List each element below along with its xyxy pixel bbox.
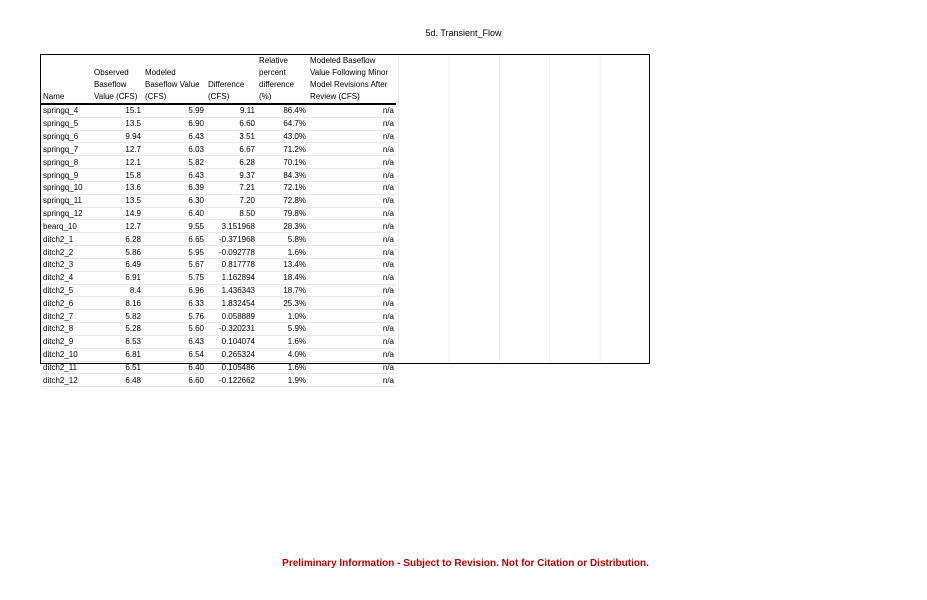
cell-observed: 6.49: [92, 258, 143, 271]
table-row: [41, 246, 396, 259]
table-row: [41, 374, 396, 387]
cell-difference: -0.371968: [206, 233, 257, 246]
cell-revised: n/a: [308, 117, 396, 130]
cell-difference: 0.104074: [206, 335, 257, 348]
cell-relative-percent: 1.9%: [257, 374, 308, 387]
cell-revised: n/a: [308, 374, 396, 387]
cell-difference: 3.51: [206, 130, 257, 143]
cell-observed: 12.7: [92, 220, 143, 233]
cell-difference: 0.265324: [206, 348, 257, 361]
cell-revised: n/a: [308, 181, 396, 194]
cell-modeled: 6.43: [143, 169, 206, 182]
cell-name: springq_10: [41, 181, 92, 194]
cell-relative-percent: 72.8%: [257, 194, 308, 207]
cell-observed: 6.91: [92, 271, 143, 284]
cell-modeled: 6.54: [143, 348, 206, 361]
cell-revised: n/a: [308, 297, 396, 310]
cell-modeled: 5.95: [143, 246, 206, 259]
column-header-revised-modeled: Modeled Baseflow Value Following Minor Model Revisions After Review (CFS): [310, 56, 389, 101]
cell-observed: 5.28: [92, 323, 143, 336]
cell-relative-percent: 72.1%: [257, 181, 308, 194]
cell-modeled: 6.40: [143, 207, 206, 220]
cell-difference: 9.37: [206, 169, 257, 182]
cell-relative-percent: 13.4%: [257, 258, 308, 271]
cell-difference: -0.092778: [206, 246, 257, 259]
column-header-name: Name: [43, 92, 65, 101]
cell-difference: -0.320231: [206, 323, 257, 336]
cell-name: springq_9: [41, 169, 92, 182]
cell-relative-percent: 5.9%: [257, 323, 308, 336]
table-row: [41, 310, 396, 323]
column-header-difference: Difference (CFS): [208, 80, 245, 101]
cell-difference: 0.058889: [206, 310, 257, 323]
cell-modeled: 6.96: [143, 284, 206, 297]
cell-revised: n/a: [308, 246, 396, 259]
column-header-observed: Observed Baseflow Value (CFS): [94, 68, 138, 101]
cell-name: ditch2_8: [41, 323, 92, 336]
cell-name: springq_7: [41, 143, 92, 156]
table-row: [41, 361, 396, 374]
cell-relative-percent: 79.8%: [257, 207, 308, 220]
cell-modeled: 5.82: [143, 156, 206, 169]
cell-name: ditch2_4: [41, 271, 92, 284]
spreadsheet-area: [40, 54, 650, 385]
cell-relative-percent: 1.6%: [257, 361, 308, 374]
cell-observed: 6.53: [92, 335, 143, 348]
cell-relative-percent: 28.3%: [257, 220, 308, 233]
cell-relative-percent: 84.3%: [257, 169, 308, 182]
cell-observed: 13.5: [92, 194, 143, 207]
cell-observed: 15.8: [92, 169, 143, 182]
cell-modeled: 9.55: [143, 220, 206, 233]
empty-grid-columns: [398, 55, 650, 363]
cell-modeled: 5.99: [143, 104, 206, 117]
column-header-relative-percent: Relative percent difference (%): [259, 56, 294, 101]
cell-difference: 1.436343: [206, 284, 257, 297]
cell-relative-percent: 25.3%: [257, 297, 308, 310]
cell-revised: n/a: [308, 271, 396, 284]
cell-name: ditch2_7: [41, 310, 92, 323]
cell-revised: n/a: [308, 169, 396, 182]
cell-relative-percent: 1.0%: [257, 310, 308, 323]
cell-relative-percent: 71.2%: [257, 143, 308, 156]
cell-modeled: 6.43: [143, 335, 206, 348]
table-row: [41, 130, 396, 143]
cell-difference: 3.151968: [206, 220, 257, 233]
cell-modeled: 6.60: [143, 374, 206, 387]
cell-revised: n/a: [308, 194, 396, 207]
cell-name: bearq_10: [41, 220, 92, 233]
cell-name: springq_4: [41, 104, 92, 117]
page-title-text: 5d. Transient_Flow: [425, 28, 502, 38]
column-header-modeled: Modeled Baseflow Value (CFS): [145, 68, 200, 101]
cell-observed: 6.81: [92, 348, 143, 361]
cell-observed: 9.94: [92, 130, 143, 143]
cell-observed: 6.48: [92, 374, 143, 387]
cell-name: springq_5: [41, 117, 92, 130]
cell-modeled: 5.60: [143, 323, 206, 336]
page-title: [0, 28, 927, 38]
cell-modeled: 6.03: [143, 143, 206, 156]
cell-revised: n/a: [308, 258, 396, 271]
cell-name: ditch2_11: [41, 361, 92, 374]
cell-difference: 1.162894: [206, 271, 257, 284]
cell-modeled: 6.39: [143, 181, 206, 194]
cell-revised: n/a: [308, 233, 396, 246]
cell-relative-percent: 18.7%: [257, 284, 308, 297]
cell-difference: 7.20: [206, 194, 257, 207]
cell-modeled: 5.76: [143, 310, 206, 323]
cell-difference: 6.28: [206, 156, 257, 169]
cell-difference: 8.50: [206, 207, 257, 220]
cell-revised: n/a: [308, 335, 396, 348]
cell-observed: 14.9: [92, 207, 143, 220]
cell-name: springq_12: [41, 207, 92, 220]
cell-relative-percent: 86.4%: [257, 104, 308, 117]
table-row: [41, 194, 396, 207]
cell-name: ditch2_3: [41, 258, 92, 271]
cell-observed: 15.1: [92, 104, 143, 117]
disclaimer-text: Preliminary Information - Subject to Revision. Not for Citation or Distribution.: [282, 558, 649, 569]
cell-difference: -0.122662: [206, 374, 257, 387]
cell-modeled: 6.33: [143, 297, 206, 310]
cell-observed: 13.5: [92, 117, 143, 130]
cell-observed: 5.86: [92, 246, 143, 259]
cell-revised: n/a: [308, 310, 396, 323]
table-row: [41, 143, 396, 156]
cell-modeled: 6.30: [143, 194, 206, 207]
cell-revised: n/a: [308, 156, 396, 169]
cell-name: springq_6: [41, 130, 92, 143]
cell-observed: 12.7: [92, 143, 143, 156]
table-row: [41, 156, 396, 169]
cell-observed: 8.16: [92, 297, 143, 310]
cell-revised: n/a: [308, 104, 396, 117]
table-row: [41, 258, 396, 271]
cell-difference: 1.832454: [206, 297, 257, 310]
cell-revised: n/a: [308, 130, 396, 143]
cell-name: ditch2_1: [41, 233, 92, 246]
cell-name: springq_8: [41, 156, 92, 169]
preliminary-disclaimer: [0, 558, 927, 569]
cell-modeled: 5.67: [143, 258, 206, 271]
cell-modeled: 6.65: [143, 233, 206, 246]
cell-revised: n/a: [308, 220, 396, 233]
cell-name: ditch2_6: [41, 297, 92, 310]
cell-name: ditch2_5: [41, 284, 92, 297]
table-row: [41, 117, 396, 130]
cell-name: springq_11: [41, 194, 92, 207]
cell-relative-percent: 70.1%: [257, 156, 308, 169]
cell-difference: 7.21: [206, 181, 257, 194]
table-row: [41, 335, 396, 348]
cell-relative-percent: 5.8%: [257, 233, 308, 246]
cell-observed: 6.28: [92, 233, 143, 246]
baseflow-table: [41, 55, 396, 387]
cell-modeled: 6.40: [143, 361, 206, 374]
cell-name: ditch2_12: [41, 374, 92, 387]
header-row: [41, 55, 396, 104]
cell-modeled: 6.43: [143, 130, 206, 143]
cell-modeled: 6.90: [143, 117, 206, 130]
cell-observed: 5.82: [92, 310, 143, 323]
cell-revised: n/a: [308, 284, 396, 297]
cell-name: ditch2_10: [41, 348, 92, 361]
table-body: [41, 104, 396, 387]
table-row: [41, 207, 396, 220]
cell-relative-percent: 4.0%: [257, 348, 308, 361]
cell-revised: n/a: [308, 143, 396, 156]
cell-name: ditch2_2: [41, 246, 92, 259]
cell-difference: 6.67: [206, 143, 257, 156]
cell-observed: 6.51: [92, 361, 143, 374]
table-row: [41, 348, 396, 361]
table-row: [41, 181, 396, 194]
cell-revised: n/a: [308, 348, 396, 361]
cell-difference: 9.11: [206, 104, 257, 117]
table-row: [41, 169, 396, 182]
cell-name: ditch2_9: [41, 335, 92, 348]
cell-revised: n/a: [308, 323, 396, 336]
cell-relative-percent: 64.7%: [257, 117, 308, 130]
table-row: [41, 297, 396, 310]
cell-observed: 12.1: [92, 156, 143, 169]
cell-observed: 8.4: [92, 284, 143, 297]
table-row: [41, 233, 396, 246]
cell-revised: n/a: [308, 361, 396, 374]
cell-difference: 0.817778: [206, 258, 257, 271]
cell-revised: n/a: [308, 207, 396, 220]
cell-observed: 13.6: [92, 181, 143, 194]
cell-relative-percent: 18.4%: [257, 271, 308, 284]
cell-relative-percent: 1.6%: [257, 246, 308, 259]
cell-difference: 0.105486: [206, 361, 257, 374]
cell-relative-percent: 1.6%: [257, 335, 308, 348]
cell-difference: 6.60: [206, 117, 257, 130]
table-row: [41, 220, 396, 233]
table-row: [41, 284, 396, 297]
cell-modeled: 5.75: [143, 271, 206, 284]
cell-relative-percent: 43.0%: [257, 130, 308, 143]
table-row: [41, 271, 396, 284]
table-row: [41, 104, 396, 117]
table-row: [41, 323, 396, 336]
